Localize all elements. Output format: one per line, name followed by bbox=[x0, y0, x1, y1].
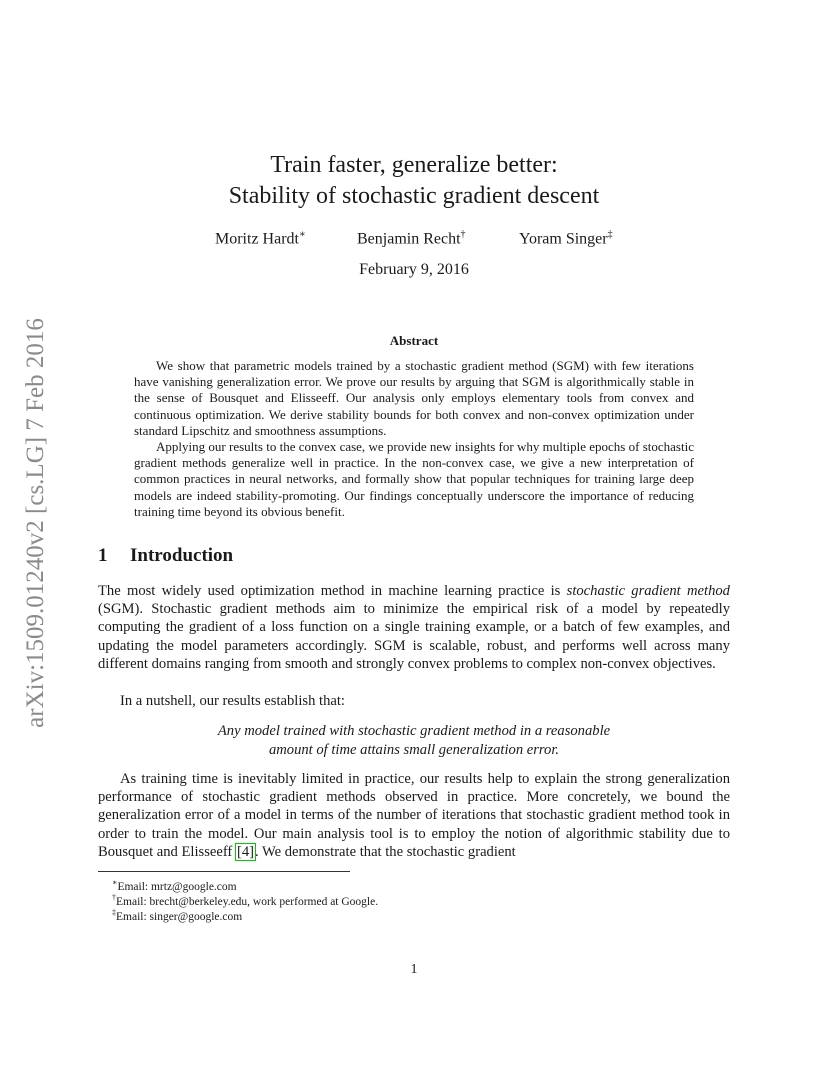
footnote-text: Email: singer@google.com bbox=[116, 910, 243, 923]
author-2 bbox=[357, 229, 466, 248]
section-number: 1 bbox=[98, 545, 108, 566]
intro-paragraph-1 bbox=[98, 582, 730, 673]
footnote-mark: † bbox=[112, 893, 116, 902]
text-run: (SGM). Stochastic gradient methods aim to minimize the empirical risk of a model by repeatedly computing the gradient of a loss function on a single training example, or a batch of few examples, and updating the model parameters accordingly. SGM is scalable, robust, and performs well across many different domains ranging from smooth and strongly convex problems to complex non-convex objectives. bbox=[98, 601, 730, 672]
author-mark: † bbox=[460, 229, 466, 240]
author-mark: ∗ bbox=[298, 229, 306, 240]
quote-line-1: Any model trained with stochastic gradient method in a reasonable bbox=[217, 723, 611, 739]
footnote-text: Email: brecht@berkeley.edu, work performed at Google. bbox=[116, 895, 379, 908]
page-number: 1 bbox=[410, 962, 418, 977]
text-run: . We demonstrate that the stochastic gradient bbox=[254, 843, 516, 860]
citation-link[interactable]: [4] bbox=[236, 843, 254, 860]
emphasis-text: stochastic gradient method bbox=[566, 583, 730, 599]
author-list bbox=[0, 229, 828, 251]
author-name: Benjamin Recht bbox=[357, 230, 461, 248]
footnote-text: Email: mrtz@google.com bbox=[117, 880, 237, 893]
author-1 bbox=[215, 229, 306, 248]
section-heading bbox=[98, 545, 233, 567]
paper-title-line-1: Train faster, generalize better: bbox=[270, 152, 558, 178]
section-title: Introduction bbox=[130, 545, 234, 566]
abstract-paragraph-2: Applying our results to the convex case, we provide new insights for why multiple epochs of stochastic gradient methods generalize well in practice. In the non-convex case, we give a new interpretation of common practices in neural networks, and formally show that popular techniques for training large deep models are indeed stability-promoting. Our findings conceptually underscore the importance of reducing training time beyond its obvious benefit. bbox=[134, 439, 694, 519]
paper-title-line-2: Stability of stochastic gradient descent bbox=[228, 183, 600, 209]
author-mark: ‡ bbox=[607, 229, 613, 240]
footnote-3 bbox=[112, 905, 242, 925]
footnote-mark: ‡ bbox=[112, 908, 116, 917]
author-3 bbox=[519, 229, 613, 248]
key-claim-quote bbox=[0, 722, 828, 759]
author-name: Moritz Hardt bbox=[215, 230, 299, 248]
abstract-paragraph-1: We show that parametric models trained by a stochastic gradient method (SGM) with few iterations have vanishing generalization error. We prove our results by arguing that SGM is algorithmically stable in the sense of Bousquet and Elisseeff. Our analysis only employs elementary tools from convex and continuous optimization. We derive stability bounds for both convex and non-convex optimization under standard Lipschitz and smoothness assumptions. bbox=[134, 358, 694, 438]
arxiv-stamp-container bbox=[19, 293, 53, 753]
footnote-rule bbox=[98, 871, 350, 872]
quote-line-2: amount of time attains small generalization error. bbox=[268, 741, 560, 758]
intro-paragraph-3 bbox=[98, 770, 730, 861]
footnote-mark: ∗ bbox=[112, 878, 118, 887]
text-run: As training time is inevitably limited in practice, our results help to explain the strong generalization performance of stochastic gradient methods observed in practice. More concretely, we bound the generalization error of a model in terms of the number of iterations that stochastic gradient method took in order to train the model. Our main analysis tool is to employ the notion of algorithmic stability due to Bousquet and Elisseeff bbox=[98, 771, 730, 860]
paper-date: February 9, 2016 bbox=[359, 261, 469, 278]
arxiv-stamp: arXiv:1509.01240v2 [cs.LG] 7 Feb 2016 bbox=[22, 318, 49, 728]
intro-paragraph-2: In a nutshell, our results establish that: bbox=[120, 693, 345, 709]
author-name: Yoram Singer bbox=[519, 230, 608, 248]
abstract-heading: Abstract bbox=[389, 333, 439, 348]
text-run: The most widely used optimization method in machine learning practice is bbox=[98, 583, 567, 599]
